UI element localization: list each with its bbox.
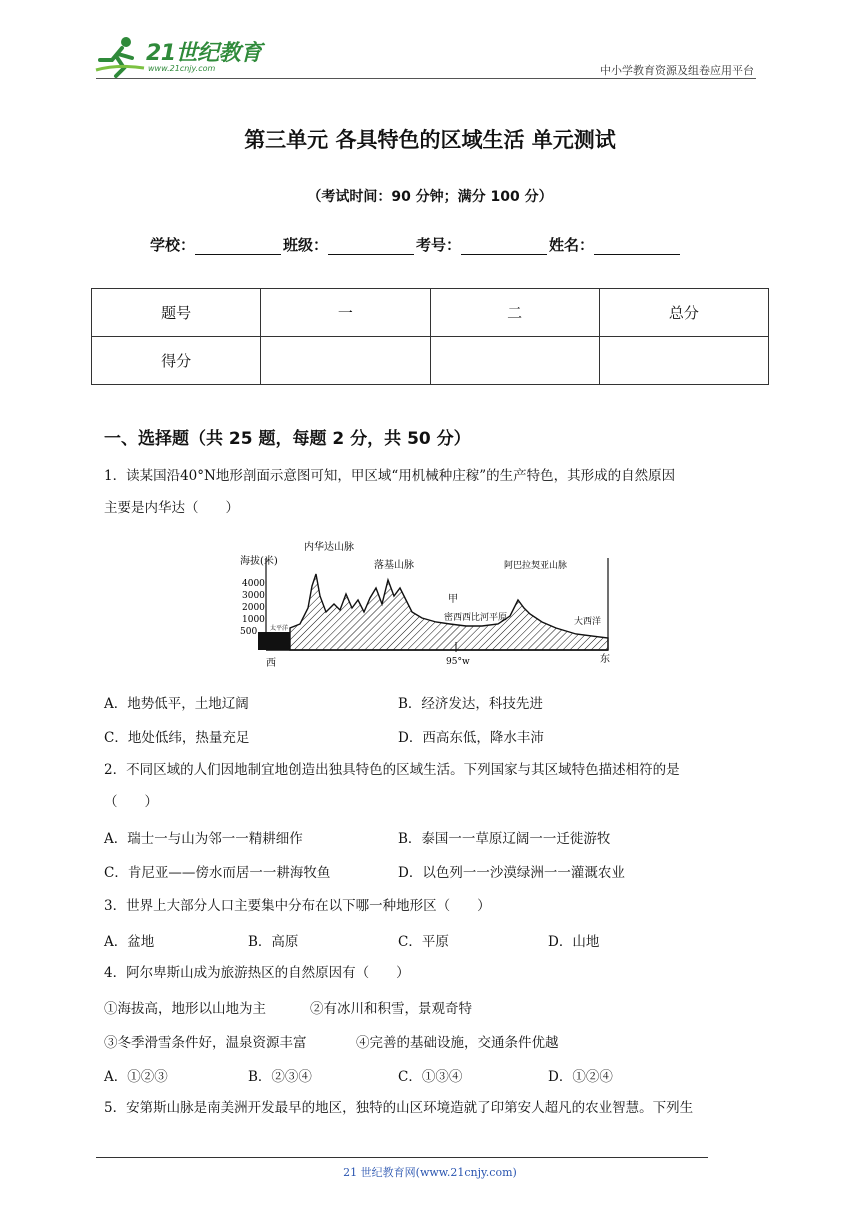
west-label: 西 (266, 658, 276, 669)
footer-link[interactable]: 21 世纪教育网(www.21cnjy.com) (343, 1166, 517, 1179)
appalachian-label: 阿巴拉契亚山脉 (504, 561, 568, 571)
exam-title: 第三单元 各具特色的区域生活 单元测试 (244, 128, 616, 152)
name-field[interactable]: 姓名： (549, 234, 682, 255)
pacific-label: 太平洋 (270, 625, 289, 632)
table-header-cell: 二 (430, 289, 599, 337)
longitude-label: 95°w (446, 657, 470, 667)
exam-number-field[interactable]: 考号： (416, 234, 549, 255)
y-tick: 1000 (242, 615, 265, 625)
y-tick: 500 (240, 627, 258, 637)
y-tick: 2000 (242, 603, 265, 613)
rocky-label: 落基山脉 (374, 560, 414, 571)
score-table (91, 288, 769, 385)
east-label: 东 (600, 654, 610, 665)
q4-item-2: ②有冰川和积雪，景观奇特 (310, 1001, 472, 1017)
q3-option-a[interactable]: A．盆地 (104, 934, 155, 950)
q3-option-c[interactable]: C．平原 (398, 934, 449, 950)
atlantic-label: 大西洋 (574, 617, 602, 627)
table-row (92, 337, 769, 385)
q3-option-d[interactable]: D．山地 (548, 934, 600, 950)
pacific-ocean-shape (258, 632, 290, 650)
score-cell[interactable] (599, 337, 768, 385)
score-cell[interactable] (430, 337, 599, 385)
q4-item-1: ①海拔高，地形以山地为主 (104, 1001, 266, 1017)
footer-divider (96, 1157, 708, 1158)
table-row-label: 得分 (92, 337, 261, 385)
q4-item-3: ③冬季滑雪条件好，温泉资源丰富 (104, 1035, 307, 1051)
terrain-profile-figure (236, 538, 614, 670)
question-4-text: 4．阿尔卑斯山成为旅游热区的自然原因有（ ） (104, 965, 410, 981)
table-header-cell: 一 (261, 289, 430, 337)
q3-option-b[interactable]: B．高原 (248, 934, 299, 950)
platform-name: 中小学教育资源及组卷应用平台 (600, 64, 754, 77)
y-tick: 4000 (242, 579, 265, 589)
nevada-label: 内华达山脉 (304, 542, 354, 553)
jia-label: 甲 (448, 594, 458, 605)
table-header-cell: 题号 (92, 289, 261, 337)
runner-logo-icon (92, 34, 148, 78)
student-info-row (150, 234, 682, 255)
class-field[interactable]: 班级： (283, 234, 416, 255)
question-3-text: 3．世界上大部分人口主要集中分布在以下哪一种地形区（ ） (104, 898, 491, 914)
q1-option-a[interactable]: A．地势低平，土地辽阔 (104, 696, 249, 712)
logo-url: www.21cnjy.com (148, 64, 216, 73)
logo-text: 21世纪教育 (146, 41, 262, 66)
score-cell[interactable] (261, 337, 430, 385)
exam-subtitle: （考试时间：90 分钟；满分 100 分） (307, 189, 553, 205)
q1-option-c[interactable]: C．地处低纬，热量充足 (104, 730, 250, 746)
header-divider (96, 78, 756, 79)
y-axis-label: 海拔(米) (240, 556, 278, 567)
q2-option-b[interactable]: B．泰国一一草原辽阔一一迁徙游牧 (398, 831, 611, 847)
question-1-text-cont: 主要是内华达（ ） (104, 500, 239, 516)
q2-option-d[interactable]: D．以色列一一沙漠绿洲一一灌溉农业 (398, 865, 625, 881)
q4-item-4: ④完善的基础设施，交通条件优越 (356, 1035, 559, 1051)
school-field[interactable]: 学校： (150, 234, 283, 255)
section-title: 一、选择题（共 25 题，每题 2 分，共 50 分） (104, 429, 471, 449)
q4-option-a[interactable]: A．①②③ (104, 1069, 168, 1085)
question-2-text-cont: （ ） (104, 794, 158, 810)
terrain-profile-shape (290, 574, 608, 650)
table-row (92, 289, 769, 337)
q2-option-c[interactable]: C．肯尼亚——傍水而居一一耕海牧鱼 (104, 865, 331, 881)
question-5-text: 5．安第斯山脉是南美洲开发最早的地区，独特的山区环境造就了印第安人超凡的农业智慧。下列生 (104, 1100, 694, 1116)
q4-option-d[interactable]: D．①②④ (548, 1069, 613, 1085)
q2-option-a[interactable]: A．瑞士一与山为邻一一精耕细作 (104, 831, 303, 847)
question-1-text: 1．读某国沿40°N地形剖面示意图可知，甲区域“用机械种庄稼”的生产特色，其形成的自然原因 (104, 468, 676, 484)
q4-option-c[interactable]: C．①③④ (398, 1069, 463, 1085)
q1-option-b[interactable]: B．经济发达，科技先进 (398, 696, 543, 712)
y-tick: 3000 (242, 591, 265, 601)
table-header-cell: 总分 (599, 289, 768, 337)
question-2-text: 2．不同区域的人们因地制宜地创造出独具特色的区域生活。下列国家与其区域特色描述相符的是 (104, 762, 680, 778)
q1-option-d[interactable]: D．西高东低，降水丰沛 (398, 730, 544, 746)
q4-option-b[interactable]: B．②③④ (248, 1069, 312, 1085)
mississippi-label: 密西西比河平原 (444, 613, 508, 623)
logo (92, 34, 262, 78)
